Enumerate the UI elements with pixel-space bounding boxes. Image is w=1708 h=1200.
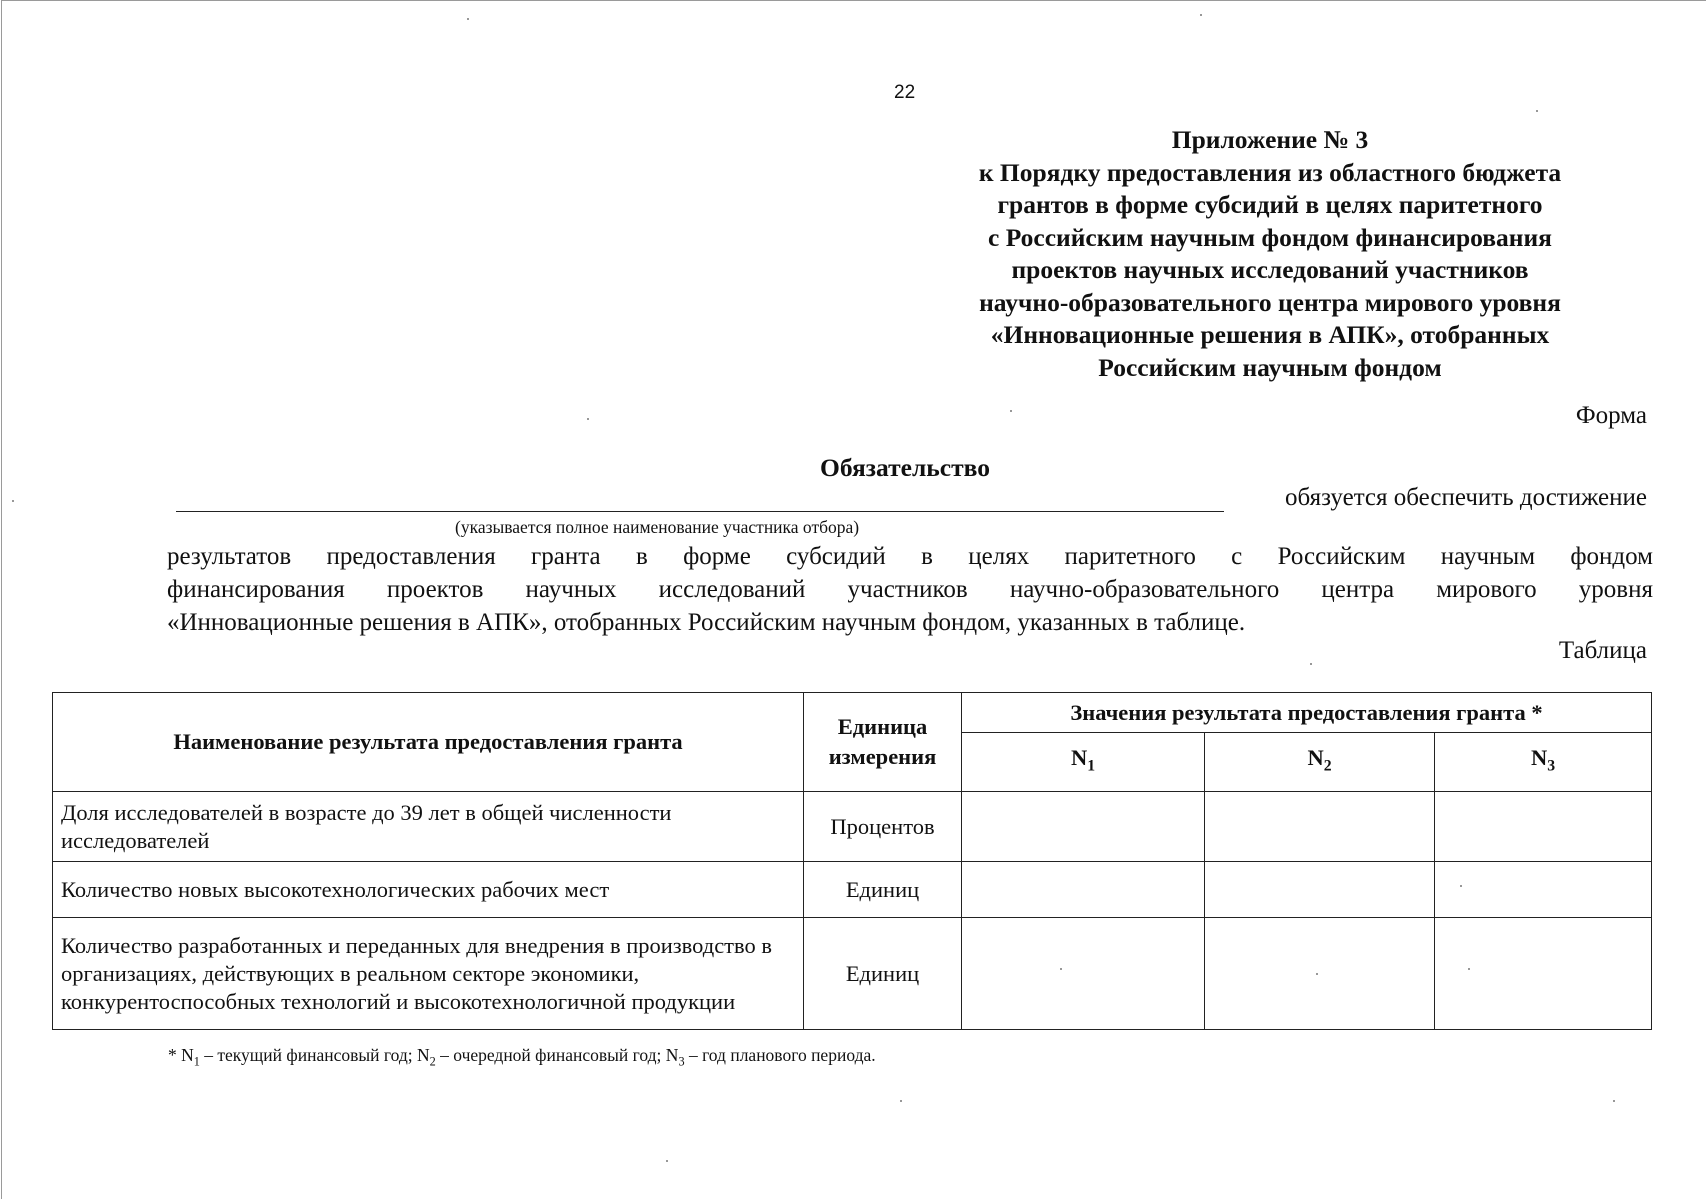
scan-speck — [1200, 14, 1202, 16]
row-result-name: Количество разработанных и переданных для внедрения в производство в организациях, действующих в реальном секторе экономики, конкурентоспособных технологий и высокотехнологичной продукции — [53, 918, 804, 1030]
value-cell-n1[interactable] — [962, 862, 1205, 918]
value-cell-n2[interactable] — [1205, 862, 1435, 918]
value-cell-n1[interactable] — [962, 918, 1205, 1030]
scan-speck — [666, 1160, 668, 1162]
scan-speck — [1460, 885, 1462, 887]
scan-speck — [467, 18, 469, 20]
scan-speck — [12, 500, 14, 502]
body-line: результатов предоставления гранта в форме субсидий в целях паритетного с Российским научным фондом — [167, 543, 1653, 570]
appendix-line: с Российским научным фондом финансирования — [988, 222, 1552, 252]
header-n2: $N_2$ — [1205, 733, 1435, 792]
document-title: Обязательство — [820, 453, 990, 482]
appendix-line: проектов научных исследований участников — [1011, 255, 1529, 284]
value-cell-n2[interactable] — [1205, 792, 1435, 862]
body-line: финансирования проектов научных исследований участников научно-образовательного центра мирового уровня — [167, 576, 1653, 603]
table-row — [53, 918, 1652, 1030]
value-cell-n3[interactable] — [1435, 918, 1652, 1030]
header-values: Значения результата предоставления гранта * — [962, 693, 1652, 733]
header-unit: Единица измерения — [804, 693, 962, 792]
scan-speck — [1468, 968, 1470, 970]
value-cell-n3[interactable] — [1435, 862, 1652, 918]
appendix-line: Российским научным фондом — [1098, 352, 1442, 382]
value-cell-n1[interactable] — [962, 792, 1205, 862]
value-cell-n3[interactable] — [1435, 792, 1652, 862]
row-unit: Единиц — [804, 862, 962, 918]
grant-results-table — [52, 692, 1652, 1030]
appendix-line: грантов в форме субсидий в целях паритетного — [997, 190, 1543, 219]
body-line: «Инновационные решения в АПК», отобранных Российским научным фондом, указанных в таблице. — [167, 609, 1246, 636]
table-row — [53, 792, 1652, 862]
row-result-name: Количество новых высокотехнологических рабочих мест — [53, 862, 804, 918]
participant-name-hint: (указывается полное наименование участника отбора) — [455, 517, 860, 537]
header-n1: $N_1$ — [962, 733, 1205, 792]
obligation-body — [167, 540, 1653, 639]
table-row — [53, 862, 1652, 918]
scan-speck — [587, 418, 589, 420]
value-cell-n2[interactable] — [1205, 918, 1435, 1030]
scan-speck — [1613, 1100, 1615, 1102]
scan-speck — [900, 1100, 902, 1102]
obligation-text: обязуется обеспечить достижение — [1284, 484, 1647, 511]
header-result-name: Наименование результата предоставления гранта — [53, 693, 804, 792]
appendix-header — [930, 124, 1610, 384]
table-label: Таблица — [1558, 637, 1647, 664]
row-result-name: Доля исследователей в возрасте до 39 лет в общей численности исследователей — [53, 792, 804, 862]
appendix-line: к Порядку предоставления из областного бюджета — [978, 157, 1562, 187]
table-footnote: * $N_1$ – текущий финансовый год; $N_2$ – очередной финансовый год; $N_3$ – год планового периода. — [168, 1045, 876, 1069]
scan-speck — [1010, 410, 1012, 412]
page-number: 22 — [894, 82, 916, 103]
header-n3: $N_3$ — [1435, 733, 1652, 792]
row-unit: Процентов — [804, 792, 962, 862]
scan-speck — [1060, 968, 1062, 970]
appendix-line: научно-образовательного центра мирового уровня — [979, 287, 1561, 317]
row-unit: Единиц — [804, 918, 962, 1030]
appendix-line: «Инновационные решения в АПК», отобранных — [990, 320, 1550, 349]
scan-speck — [1536, 110, 1538, 112]
scan-speck — [1310, 663, 1312, 665]
form-label: Форма — [1575, 402, 1647, 429]
scan-speck — [1316, 973, 1318, 975]
participant-name-blank[interactable] — [176, 511, 1224, 512]
appendix-line: Приложение № 3 — [1171, 125, 1369, 154]
